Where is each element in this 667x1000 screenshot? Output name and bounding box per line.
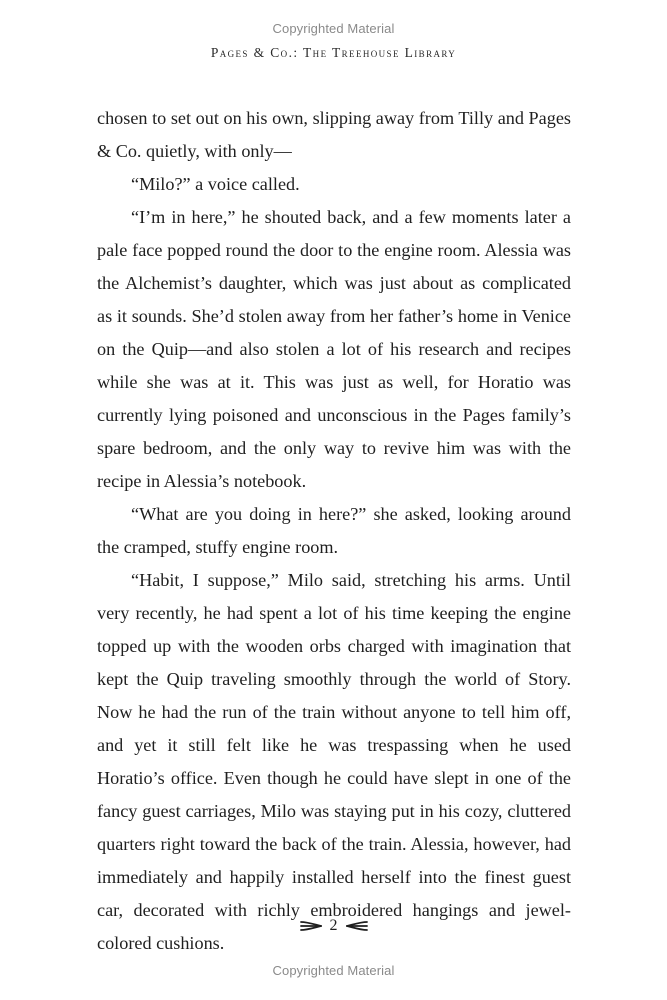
running-head: Pages & Co.: The Treehouse Library [210,45,457,60]
copyright-watermark-bottom: Copyrighted Material [272,963,395,978]
body-text [97,102,571,960]
ornament-right-icon [345,920,369,932]
paragraph: “I’m in here,” he shouted back, and a few moments later a pale face popped round the door to the engine room. Alessia was the Alchemist’s daughter, which was just about as complicated as it sounds. She’d stolen away from her father’s home in Venice on the Quip—and also stolen a lot of his research and recipes while she was at it. This was just as well, for Horatio was currently lying poisoned and unconscious in the Pages family’s spare bedroom, and the only way to revive him was with the recipe in Alessia’s notebook. [97,207,571,491]
page-number: 2 [329,917,338,934]
page-folio [0,917,667,935]
paragraph: chosen to set out on his own, slipping away from Tilly and Pages & Co. quietly, with only— [97,108,571,161]
copyright-watermark-top: Copyrighted Material [272,21,395,36]
paragraph: “Habit, I suppose,” Milo said, stretching his arms. Until very recently, he had spent a lot of his time keeping the engine topped up with the wooden orbs charged with imagination that kept the Quip traveling smoothly through the world of Story. Now he had the run of the train without anyone to tell him off, and yet it still felt like he was trespassing when he used Horatio’s office. Even though he could have slept in one of the fancy guest carriages, Milo was staying put in his cozy, cluttered quarters right toward the back of the train. Alessia, however, had immediately and happily installed herself into the finest guest car, decorated with richly embroidered hangings and jewel-colored cushions. [97,570,571,953]
paragraph: “What are you doing in here?” she asked, looking around the cramped, stuffy engine room. [97,504,571,557]
paragraph: “Milo?” a voice called. [131,174,300,194]
ornament-left-icon [299,920,323,932]
